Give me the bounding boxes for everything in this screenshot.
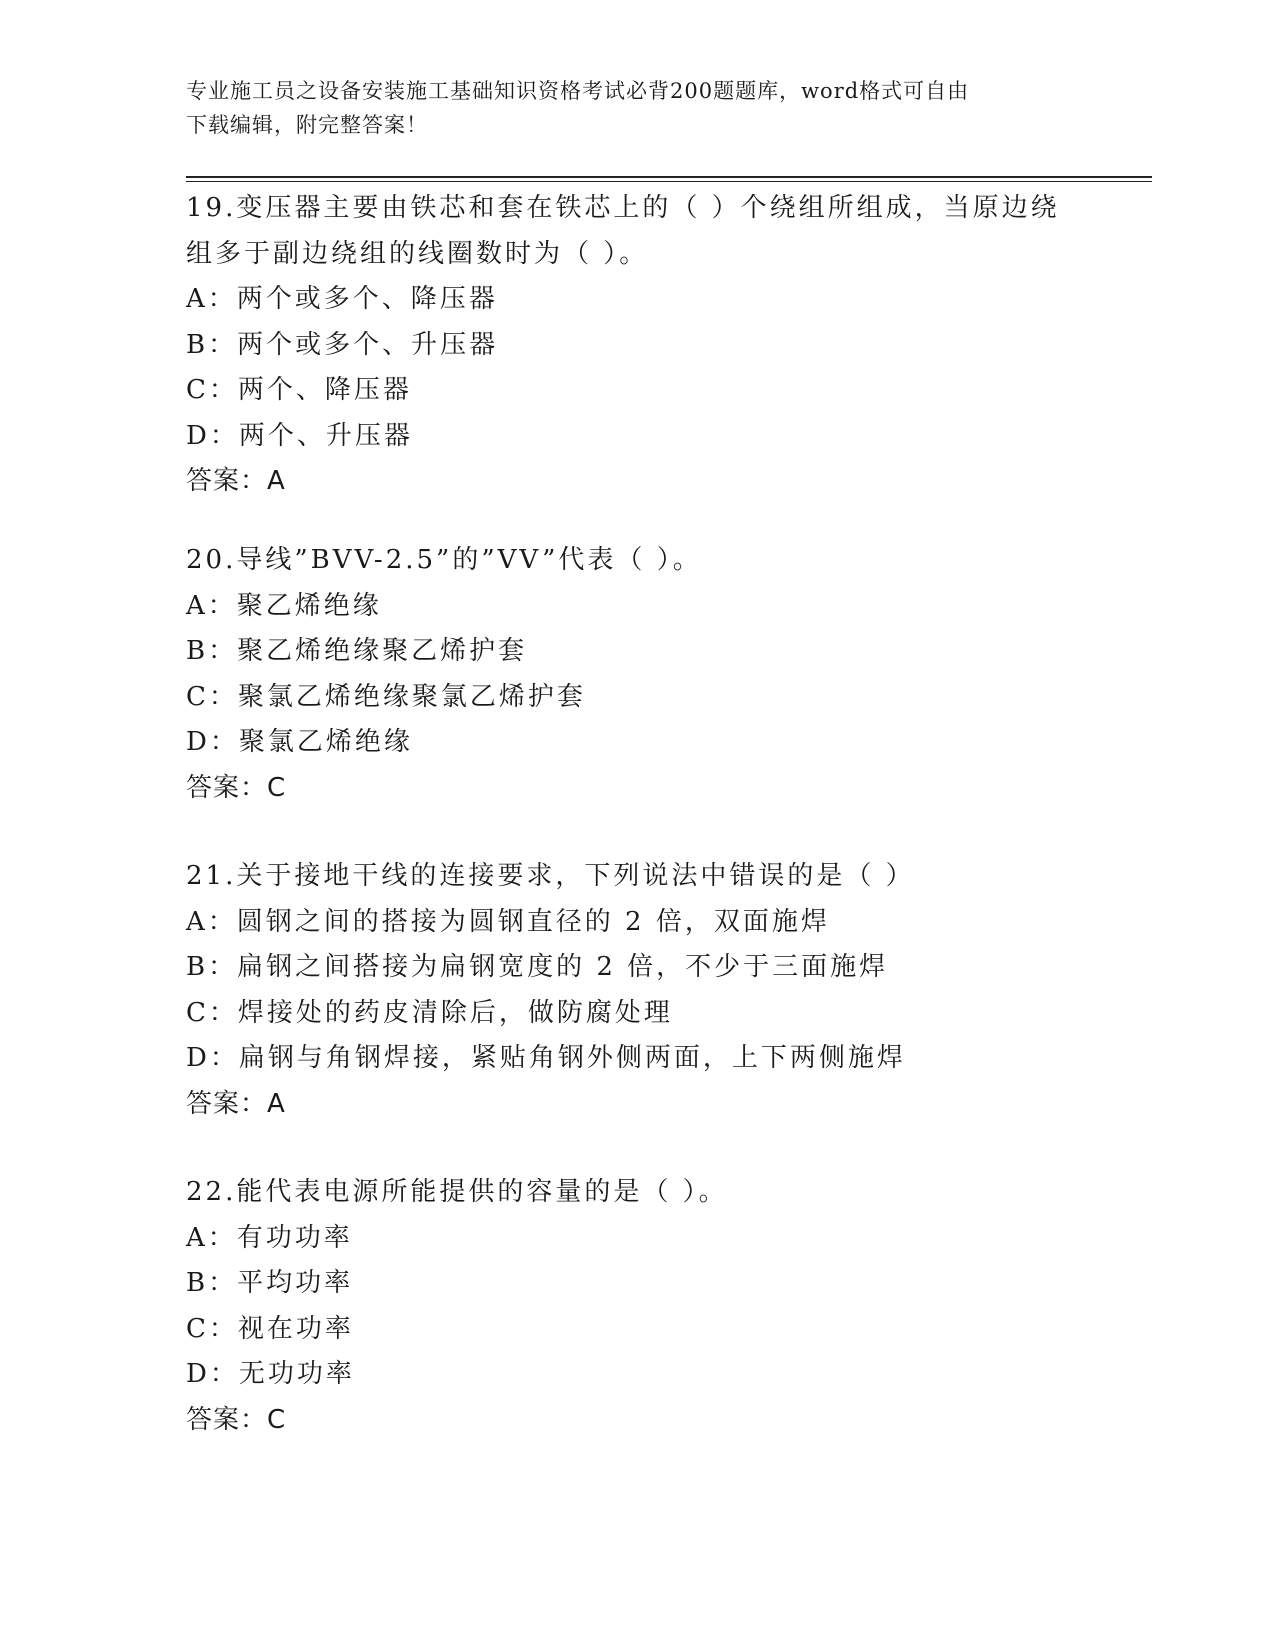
- question-22: [186, 1170, 1086, 1443]
- question-stem-continued: 组多于副边绕组的线圈数时为（ ）。: [186, 238, 649, 269]
- option-d: D：聚氯乙烯绝缘: [186, 727, 413, 757]
- answer: 答案：C: [186, 772, 287, 803]
- question-21: [186, 854, 1086, 1127]
- option-a: A：有功功率: [186, 1222, 353, 1253]
- option-c: C：焊接处的药皮清除后，做防腐处理: [186, 997, 673, 1028]
- answer: 答案：A: [186, 1088, 286, 1119]
- option-b: B：两个或多个、升压器: [186, 329, 499, 360]
- question-stem: 19.变压器主要由铁芯和套在铁芯上的（ ）个绕组所组成，当原边绕: [186, 193, 1060, 223]
- option-b: B：平均功率: [186, 1268, 354, 1298]
- header-divider-thin: [186, 181, 1152, 182]
- header-line-2: 下载编辑，附完整答案！: [186, 113, 428, 137]
- answer: 答案：A: [186, 466, 286, 496]
- option-b: B：扁钢之间搭接为扁钢宽度的 2 倍，不少于三面施焊: [186, 952, 889, 982]
- option-d: D：扁钢与角钢焊接，紧贴角钢外侧两面，上下两侧施焊: [186, 1043, 906, 1073]
- header-line-1: 专业施工员之设备安装施工基础知识资格考试必背200题题库，word格式可自由: [186, 79, 970, 103]
- question-stem: 22.能代表电源所能提供的容量的是（ ）。: [186, 1177, 728, 1207]
- option-c: C：聚氯乙烯绝缘聚氯乙烯护套: [186, 681, 586, 712]
- option-a: A：圆钢之间的搭接为圆钢直径的 2 倍，双面施焊: [186, 906, 830, 937]
- document-header: [186, 74, 1066, 142]
- question-stem: 21.关于接地干线的连接要求，下列说法中错误的是（ ）: [186, 861, 915, 891]
- option-a: A：聚乙烯绝缘: [186, 590, 382, 621]
- option-b: B：聚乙烯绝缘聚乙烯护套: [186, 636, 528, 666]
- option-c: C：两个、降压器: [186, 375, 412, 405]
- question-stem: 20.导线”BVV-2.5”的”VV”代表（ ）。: [186, 545, 702, 575]
- option-c: C：视在功率: [186, 1313, 354, 1344]
- option-d: D：两个、升压器: [186, 420, 413, 451]
- header-divider-thick: [186, 176, 1152, 178]
- option-d: D：无功功率: [186, 1359, 355, 1389]
- answer: 答案：C: [186, 1404, 287, 1435]
- question-19: [186, 186, 1086, 505]
- option-a: A：两个或多个、降压器: [186, 284, 498, 314]
- question-20: [186, 538, 1086, 811]
